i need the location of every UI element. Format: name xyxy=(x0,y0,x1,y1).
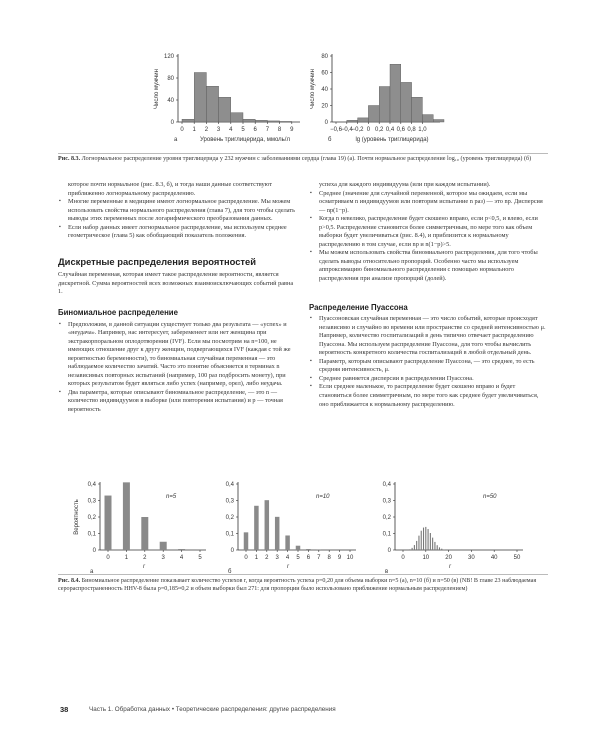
bar xyxy=(441,549,442,550)
bar xyxy=(275,517,280,550)
binomial-chart-n50 xyxy=(375,476,535,576)
list-item: ▪ Если набор данных имеет логнормальное распределение, мы используем среднее геометрическое (глава 5) как обобщающий показатель положения. xyxy=(68,224,298,241)
x-tick-label: 0 xyxy=(401,555,405,561)
list-item: ▪ Многие переменные в медицине имеют логнормальное распределение. Мы можем использовать свойства нормального распределения (глава 7), для того чтобы сделать выводы этих переменных после логарифмического преобразования данных. xyxy=(68,198,298,224)
y-tick-label: 0,4 xyxy=(87,482,96,488)
left-column xyxy=(58,181,298,415)
figure-rule xyxy=(58,153,548,154)
bar xyxy=(254,506,259,550)
x-tick-label: 40 xyxy=(490,555,498,561)
bar xyxy=(123,482,130,550)
x-tick-label: 3 xyxy=(161,555,165,561)
x-tick-label: 4 xyxy=(229,127,233,133)
bar xyxy=(433,120,444,122)
x-tick-label: 0 xyxy=(366,127,371,133)
bar xyxy=(412,548,413,550)
list-item: ▪ Среднее (значение для случайной переменной, которое мы ожидаем, если мы осматриваем n индивидуумов или повторим испытание n раз) — это np. Дисперсия — np(1−p). xyxy=(319,190,549,216)
y-axis-label: Вероятность xyxy=(74,499,80,535)
bar xyxy=(244,532,249,550)
page-number: 38 xyxy=(60,705,69,714)
y-tick-label: 0 xyxy=(387,548,391,554)
bar xyxy=(428,529,429,550)
binomial-chart-n5 xyxy=(70,476,220,576)
x-tick-label: 4 xyxy=(285,555,290,561)
x-tick-label: 6 xyxy=(306,555,311,561)
caption-text: Биномиальное распределение показывает количество успехов r, когда вероятность успеха p=0,20 для объема выборки n=5 (а), n=10 (б) и n=50 (в) (NB! В главе 23 наблюдаемая серораспространенность HHV-8 была p=0,185≈0,2 и объем выборки был 271: для пропорции было использовано приближение нормальным распределением) xyxy=(58,578,537,593)
bar xyxy=(231,113,243,122)
figure-8-4-caption xyxy=(58,577,548,594)
x-axis-label: r xyxy=(143,564,145,570)
bar xyxy=(432,538,433,550)
bar xyxy=(409,549,410,550)
y-tick-label: 0 xyxy=(170,120,174,126)
x-tick-label: 3 xyxy=(275,555,279,561)
bar xyxy=(439,547,440,550)
bar xyxy=(434,542,435,550)
y-tick-label: 80 xyxy=(167,76,174,82)
bar xyxy=(296,546,301,550)
binomial-chart-n10 xyxy=(218,476,368,576)
bar xyxy=(243,119,255,122)
y-tick-label: 0,1 xyxy=(87,531,96,538)
paragraph: Случайная переменная, которая имеет такое распределение вероятности, является дискретной. Сумма вероятностей всех возможных взаимоисключающих событий равна 1. xyxy=(58,271,294,296)
y-tick-label: 0 xyxy=(230,548,234,554)
panel-label: б xyxy=(228,569,232,575)
y-tick-label: 40 xyxy=(321,87,328,93)
series-label: n=50 xyxy=(483,494,497,500)
paragraph: которое почти нормальное (рис. 8.3, б), и тогда наши данные соответствуют приближенно логнормальному распределению. xyxy=(68,181,272,197)
x-tick-label: 2 xyxy=(265,555,269,561)
bar xyxy=(306,549,311,550)
caption-label: Рис. 8.4. xyxy=(58,578,81,584)
y-tick-label: 0,2 xyxy=(87,515,96,521)
bar xyxy=(414,545,415,550)
series-label: n=10 xyxy=(316,494,330,500)
right-column xyxy=(309,181,549,409)
bar xyxy=(422,115,433,122)
bar xyxy=(206,86,218,122)
y-tick-label: 0,1 xyxy=(382,531,391,538)
y-axis-label: Число мужчин xyxy=(154,69,160,109)
bar xyxy=(219,97,231,122)
panel-label: а xyxy=(174,137,178,143)
y-tick-label: 60 xyxy=(321,70,328,77)
bar xyxy=(358,118,369,122)
figure-rule xyxy=(58,574,548,575)
list-item: ▪ Если среднее маленькое, то распределение будет скошено вправо и будет становиться более симметричным, по мере того как среднее будет увеличиваться, оно приближается к нормальному распределению. xyxy=(319,383,549,409)
x-tick-label: 1 xyxy=(192,127,196,133)
y-tick-label: 0,3 xyxy=(382,498,391,505)
x-tick-label: 4 xyxy=(179,555,184,561)
bar xyxy=(437,545,438,550)
x-tick-label: −0,6 xyxy=(330,127,342,133)
x-tick-label: −0,2 xyxy=(351,127,364,133)
x-tick-label: 7 xyxy=(317,555,321,561)
panel-label: в xyxy=(385,569,389,575)
bar xyxy=(430,533,431,550)
section-heading-binomial: Биномиальное распределение xyxy=(58,308,178,318)
x-tick-label: 0 xyxy=(244,555,248,561)
series-label: n=5 xyxy=(166,494,177,500)
figure-8-3-caption xyxy=(58,155,548,163)
caption-text: Логнормальное распределение уровня триглицерида у 232 мужчин с заболеваниями сердца (глава 19) (а). Почти нормальное распределение log₁₀ (уровень триглицерида) (б) xyxy=(80,156,532,162)
bar xyxy=(412,97,423,122)
y-tick-label: 0,3 xyxy=(87,498,96,505)
paragraph: успеха для каждого индивидуума (или при каждом испытании). xyxy=(319,181,491,188)
bar xyxy=(182,119,194,122)
y-tick-label: 80 xyxy=(321,54,328,60)
y-tick-label: 0 xyxy=(324,120,328,126)
panel-label: б xyxy=(328,137,332,143)
list-item: ▪ Два параметра, которые описывают биномиальное распределение, — это n — количество индивидуумов в выборке (или повторения испытания) и p — точная вероятность xyxy=(68,389,298,415)
panel-label: а xyxy=(90,569,94,575)
bar xyxy=(368,106,379,123)
bar xyxy=(401,82,412,122)
x-tick-label: 1,0 xyxy=(418,127,427,133)
x-axis-label: Уровень триглицерида, ммоль/л xyxy=(200,137,290,143)
x-axis-label: r xyxy=(449,564,451,570)
x-tick-label: 5 xyxy=(296,555,300,561)
y-tick-label: 0,4 xyxy=(225,482,234,488)
bar xyxy=(418,536,419,550)
bar xyxy=(265,500,270,550)
x-tick-label: 8 xyxy=(277,127,282,133)
y-tick-label: 0,2 xyxy=(225,515,234,521)
bar xyxy=(421,531,422,550)
bar xyxy=(105,496,112,550)
x-tick-label: 5 xyxy=(198,555,202,561)
x-tick-label: 1 xyxy=(254,555,259,561)
bar xyxy=(423,528,424,550)
y-tick-label: 0 xyxy=(92,548,96,554)
x-tick-label: 2 xyxy=(143,555,147,561)
section-heading-discrete: Дискретные распределения вероятностей xyxy=(58,255,257,267)
histogram-log-triglyceride xyxy=(310,46,470,156)
list-item: ▪ Параметр, которым описывают распределение Пуассона, — это среднее, то есть средняя интенсивность, μ. xyxy=(319,358,549,375)
y-tick-label: 0,3 xyxy=(225,498,234,505)
x-tick-label: 10 xyxy=(422,555,430,561)
x-tick-label: −0,4 xyxy=(340,127,353,133)
list-item: ▪ Пуассоновская случайная переменная — это число событий, которые происходят независимо и случайно во времени или пространстве со средней интенсивностью μ. Например, количество госпитализаций в день типично отвечает распределению Пуассона. Мы используем распределение Пуассона, для того чтобы вычислить вероятность конкретного количества госпитализаций в любой отдельный день. xyxy=(319,315,549,358)
bar xyxy=(267,121,279,122)
bar xyxy=(379,87,390,122)
x-tick-label: 0,4 xyxy=(385,127,395,133)
x-tick-label: 10 xyxy=(346,555,354,561)
list-item: ▪ Среднее равняется дисперсии в распределении Пуассона. xyxy=(319,375,549,384)
x-axis-label: lg (уровень триглицерида) xyxy=(355,137,429,143)
bar xyxy=(194,73,206,123)
x-tick-label: 0,8 xyxy=(407,127,416,133)
x-tick-label: 30 xyxy=(468,555,475,561)
running-footer: Часть 1. Обработка данных • Теоретические распределения: другие распределения xyxy=(89,706,336,713)
y-tick-label: 0,2 xyxy=(382,515,391,521)
list-item: ▪ Предположим, в данной ситуации существует только два результата — «успех» и «неудача». Например, нас интересует, забеременеет или нет женщина при экстракорпоральном оплодотворении (IVF). Если мы посмотрим на n=100, не имеющих отношение друг к другу женщин, подвергающихся IVF (каждая с той же вероятностью беременности), то биномиальная случайная переменная — это наблюдаемое количество зачатий. Часто это понятие объясняется в терминах n независимых повторных испытаний (например, 100 раз подбросить монету), при которых результатом будет являться либо успех (например, орел), либо неудача. xyxy=(68,321,298,389)
bar xyxy=(416,541,417,550)
x-tick-label: 3 xyxy=(216,127,221,133)
bar xyxy=(425,527,426,550)
x-tick-label: 0,6 xyxy=(396,127,405,133)
bar xyxy=(390,64,401,122)
bar xyxy=(285,535,290,550)
section-heading-poisson: Распределение Пуассона xyxy=(309,302,408,312)
list-item: ▪ Мы можем использовать свойства биномиального распределения, для того чтобы сделать выводы относительно пропорций. Особенно часто мы используем аппроксимацию биномиального распределения с помощью нормального распределения при анализе пропорций (долей). xyxy=(319,249,549,283)
y-tick-label: 120 xyxy=(163,54,174,60)
list-item: ▪ Когда n невелико, распределение будет скошено вправо, если p<0,5, и влево, если p>0,5. Распределение становится более симметричным, по мере того как объем выборки будет увеличиваться (рис. 8.4), и приблизится к нормальному распределению в том случае, если np и n(1−p)>5. xyxy=(319,215,549,249)
bar xyxy=(255,120,267,122)
x-tick-label: 50 xyxy=(513,555,521,561)
y-tick-label: 40 xyxy=(167,98,174,104)
bar xyxy=(160,542,167,550)
bar xyxy=(178,549,185,550)
y-tick-label: 20 xyxy=(321,103,328,110)
x-tick-label: 0,2 xyxy=(375,127,384,133)
y-tick-label: 0,4 xyxy=(382,482,391,488)
x-tick-label: 0 xyxy=(180,127,184,133)
x-tick-label: 6 xyxy=(253,127,257,133)
bar xyxy=(280,121,292,122)
x-tick-label: 8 xyxy=(327,555,331,561)
bar xyxy=(141,517,148,550)
x-axis-label: r xyxy=(287,564,289,570)
x-tick-label: 9 xyxy=(290,127,294,133)
x-tick-label: 7 xyxy=(265,127,270,133)
x-tick-label: 1 xyxy=(124,555,129,561)
y-tick-label: 0,1 xyxy=(225,531,234,538)
caption-label: Рис. 8.3. xyxy=(58,156,81,162)
x-tick-label: 9 xyxy=(337,555,342,561)
y-axis-label: Число мужчин xyxy=(310,69,316,109)
x-tick-label: 20 xyxy=(445,555,452,561)
bar xyxy=(347,120,358,122)
x-tick-label: 5 xyxy=(241,127,245,133)
x-tick-label: 0 xyxy=(106,555,110,561)
x-tick-label: 2 xyxy=(204,127,209,133)
